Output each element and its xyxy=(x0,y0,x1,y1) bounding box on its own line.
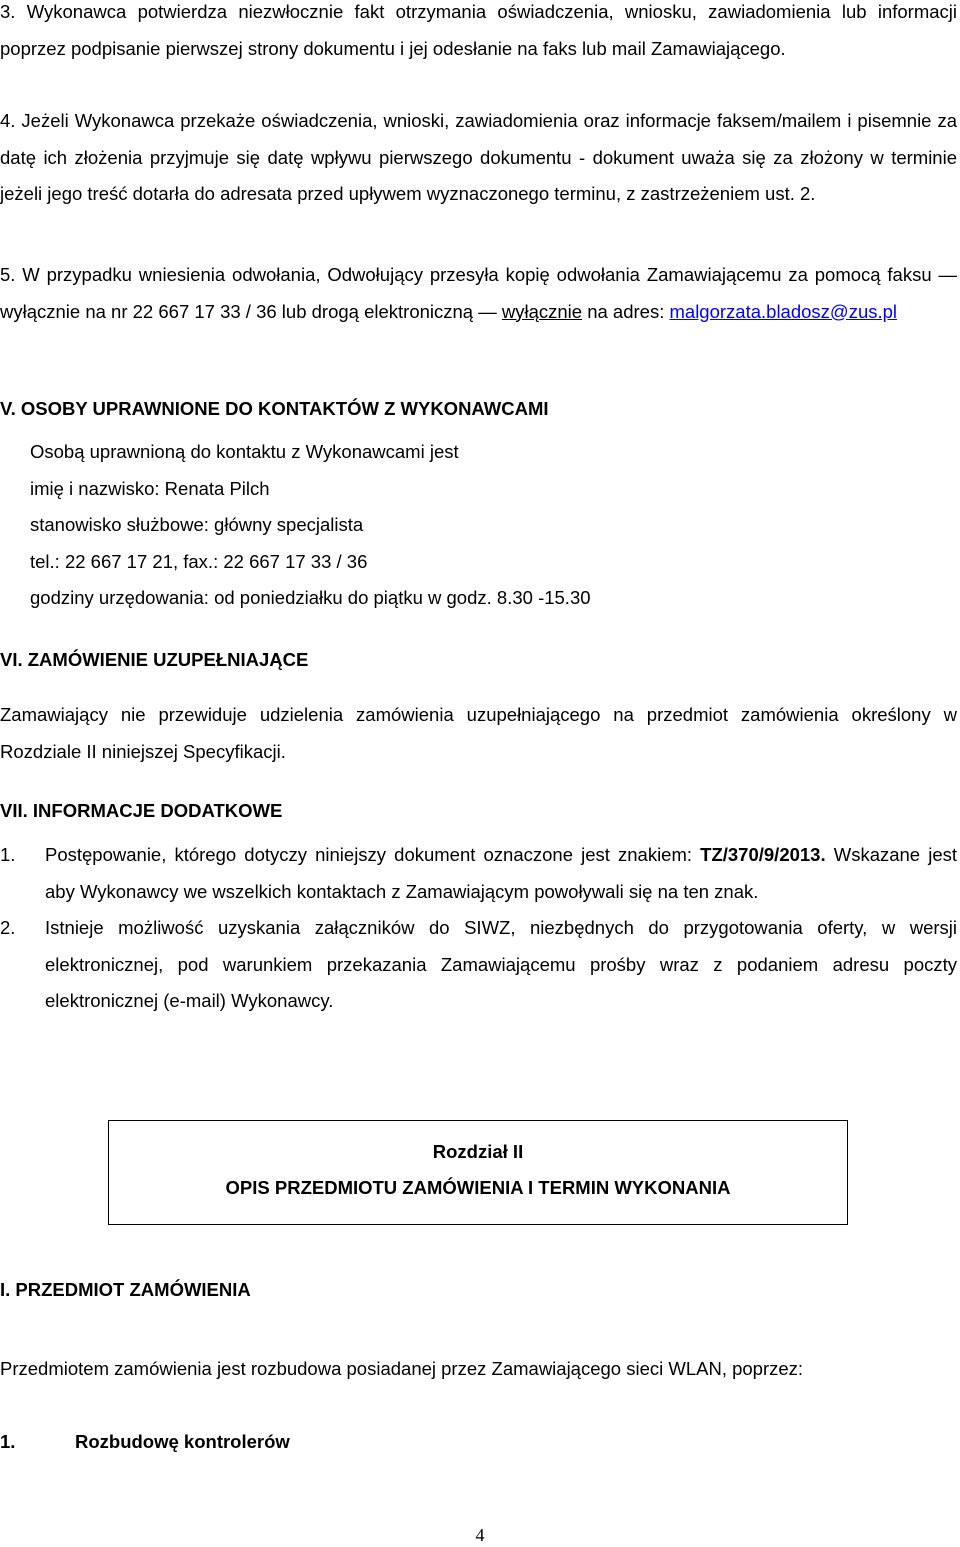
paragraph-item-4: 4. Jeżeli Wykonawca przekaże oświadczenia, wnioski, zawiadomienia oraz informacje faksem/mailem i pisemnie za datę ich złożenia przyjmuje się datę wpływu pierwszego dokumentu - dokument uważa się za złożony w terminie jeżeli jego treść dotarła do adresata przed upływem wyznaczonego terminu, z zastrzeżeniem ust. 2. xyxy=(0,110,957,204)
email-link[interactable]: malgorzata.bladosz@zus.pl xyxy=(669,300,898,322)
list-item xyxy=(0,910,957,1020)
section-v-heading: V. OSOBY UPRAWNIONE DO KONTAKTÓW Z WYKONAWCAMI xyxy=(0,398,549,419)
paragraph-item-3: 3. Wykonawca potwierdza niezwłocznie fakt otrzymania oświadczenia, wniosku, zawiadomienia lub informacji poprzez podpisanie pierwszej strony dokumentu i jej odesłanie na faks lub mail Zamawiającego. xyxy=(0,1,957,59)
item-5-text-2: na adres: xyxy=(582,300,670,322)
contact-line: tel.: 22 667 17 21, fax.: 22 667 17 33 / 36 xyxy=(30,550,368,572)
list-item-number: 1. xyxy=(0,844,16,865)
list-item-3 xyxy=(0,0,957,67)
item-5-text: 5. W przypadku wniesienia odwołania, Odwołujący przesyła kopię odwołania Zamawiającemu za pomocą faksu — wyłącznie na nr 22 667 17 33 / 36 lub drogą elektroniczną — xyxy=(0,264,957,322)
page-number: 4 xyxy=(475,1525,485,1545)
chapter-number: Rozdział II xyxy=(432,1141,524,1162)
section-i xyxy=(0,1272,957,1309)
section-vii-heading: VII. INFORMACJE DODATKOWE xyxy=(0,800,283,821)
section-i-body xyxy=(0,1351,957,1388)
contact-line: stanowisko służbowe: główny specjalista xyxy=(30,514,364,535)
item-5-underlined: wyłącznie xyxy=(501,300,583,322)
paragraph-item-5 xyxy=(0,257,957,330)
list-item-text-2: Wskazane jest aby Wykonawcy we wszelkich kontaktach z Zamawiającym powoływali się na ten znak. xyxy=(45,844,957,902)
subsection-number: 1. xyxy=(0,1431,16,1452)
section-vi xyxy=(0,642,957,679)
list-item-text: Istnieje możliwość uzyskania załączników do SIWZ, niezbędnych do przygotowania oferty, w wersji elektronicznej, pod warunkiem przekazania Zamawiającemu prośby wraz z podaniem adresu poczty elektronicznej (e-mail) Wykonawcy. xyxy=(45,917,957,1011)
subsection-1 xyxy=(0,1424,957,1461)
section-vi-heading: VI. ZAMÓWIENIE UZUPEŁNIAJĄCE xyxy=(0,649,309,670)
section-v xyxy=(0,391,957,428)
subsection-heading xyxy=(0,1424,957,1461)
list-item-5 xyxy=(0,257,957,330)
contact-line: godziny urzędowania: od poniedziałku do piątku w godz. 8.30 -15.30 xyxy=(30,587,591,608)
info-list xyxy=(0,837,957,1020)
chapter-box xyxy=(108,1120,848,1225)
contact-line: Osobą uprawnioną do kontaktu z Wykonawcami jest xyxy=(30,441,459,462)
chapter-title: OPIS PRZEDMIOTU ZAMÓWIENIA I TERMIN WYKONANIA xyxy=(225,1177,731,1198)
section-vi-body xyxy=(0,697,957,770)
list-item-number: 2. xyxy=(0,917,16,938)
section-vii-list xyxy=(0,837,957,1020)
section-i-heading: I. PRZEDMIOT ZAMÓWIENIA xyxy=(0,1279,251,1300)
list-item xyxy=(0,837,957,910)
section-vi-paragraph: Zamawiający nie przewiduje udzielenia zamówienia uzupełniającego na przedmiot zamówienia określony w Rozdziale II niniejszej Specyfikacji. xyxy=(0,704,957,762)
subsection-label: Rozbudowę kontrolerów xyxy=(75,1431,290,1452)
section-i-paragraph: Przedmiotem zamówienia jest rozbudowa posiadanej przez Zamawiającego sieci WLAN, poprzez: xyxy=(0,1358,804,1379)
contact-block xyxy=(0,434,957,617)
list-item-text: Postępowanie, którego dotyczy niniejszy dokument oznaczone jest znakiem: xyxy=(45,844,701,865)
list-item-4 xyxy=(0,103,957,213)
section-vii xyxy=(0,793,957,830)
contact-line: imię i nazwisko: Renata Pilch xyxy=(30,477,270,499)
reference-code: TZ/370/9/2013. xyxy=(700,844,826,865)
